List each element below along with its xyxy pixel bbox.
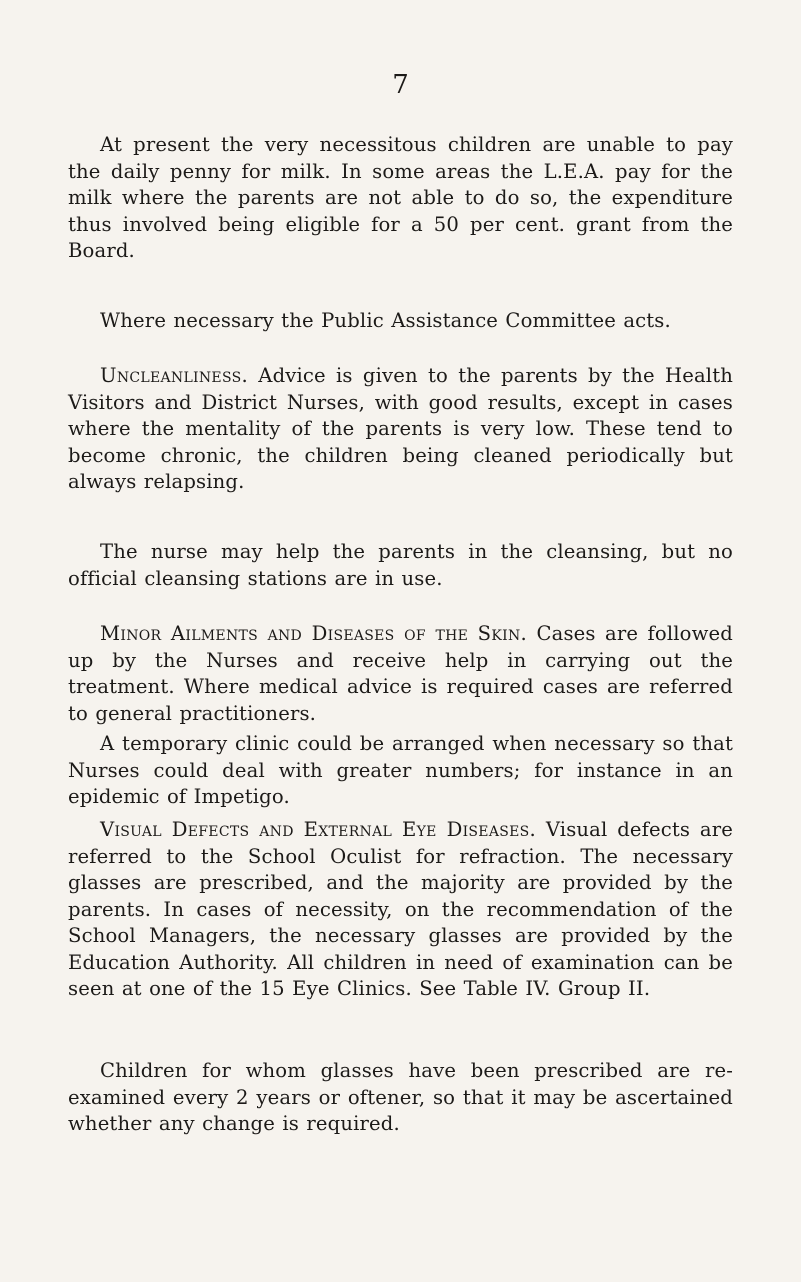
heading-uncleanliness: Uncleanliness. <box>100 364 249 387</box>
paragraph-public-assistance: Where necessary the Public Assistance Committee acts. <box>100 309 671 332</box>
heading-visual-defects: Visual Defects and External Eye Diseases. <box>100 818 537 841</box>
paragraph-uncleanliness-body: Advice is given to the parents by the Health Visitors and District Nurses, with good results, except in cases where the mentality of the parents is very low. These tend to become chronic, the children being cleaned periodically but always relapsing. <box>68 364 733 493</box>
paragraph-cleansing: The nurse may help the parents in the cleansing, but no official cleansing stations are in use. <box>68 540 733 590</box>
paragraph-minor-ailments-body: Cases are followed up by the Nurses and receive help in carrying out the treatment. Where medical advice is required cases are referred to general practitioners. <box>68 622 733 725</box>
page-number: 7 <box>392 70 409 100</box>
paragraph-temporary-clinic: A temporary clinic could be arranged when necessary so that Nurses could deal with greater numbers; for instance in an epidemic of Impetigo. <box>68 732 733 808</box>
paragraph-visual-defects <box>68 817 733 1003</box>
paragraph-uncleanliness <box>68 363 733 496</box>
paragraph-visual-defects-body: Visual defects are referred to the School Oculist for refraction. The necessary glasses are prescribed, and the majority are provided by the parents. In cases of necessity, on the recommendation of the School Managers, the necessary glasses are provided by the Education Authority. All children in need of examination can be seen at one of the 15 Eye Clinics. See Table IV. Group II. <box>68 818 733 1000</box>
paragraph-minor-ailments <box>68 621 733 727</box>
paragraph-re-examination: Children for whom glasses have been prescribed are re-examined every 2 years or oftener, so that it may be ascertained whether any change is required. <box>68 1059 733 1135</box>
heading-minor-ailments: Minor Ailments and Diseases of the Skin. <box>100 622 528 645</box>
paragraph-milk: At present the very necessitous children are unable to pay the daily penny for milk. In some areas the L.E.A. pay for the milk where the parents are not able to do so, the expenditure thus involved being eligible for a 50 per cent. grant from the Board. <box>68 133 733 262</box>
